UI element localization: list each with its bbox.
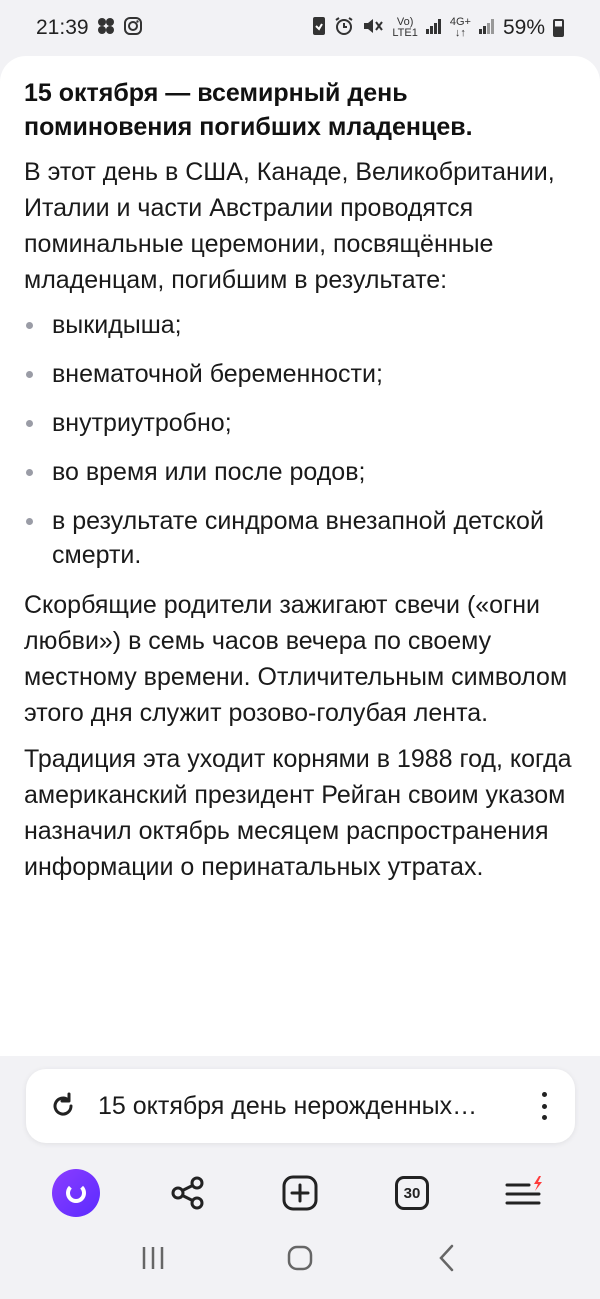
status-left [36, 16, 143, 41]
bullet-dot-icon [26, 469, 33, 476]
more-options-icon[interactable] [533, 1089, 555, 1123]
list-item-text: выкидыша; [52, 311, 182, 339]
mute-icon [362, 16, 384, 41]
status-bar [0, 0, 600, 56]
signal-1-icon [426, 18, 442, 39]
alice-assistant-button[interactable] [44, 1161, 108, 1225]
screenshot-icon [312, 16, 326, 41]
data-arrows: ↓↑ [454, 27, 466, 39]
list-item-text: во время или после родов; [52, 458, 366, 486]
share-icon [170, 1175, 206, 1211]
instagram-icon [123, 16, 143, 41]
article-headline: 15 октября — всемирный день поминовения погибших младенцев. [24, 79, 473, 141]
browser-bottom-panel [0, 1056, 600, 1299]
reload-icon[interactable] [48, 1091, 78, 1121]
bullet-dot-icon [26, 420, 33, 427]
list-item-text: в результате синдрома внезапной детской смерти. [52, 507, 544, 569]
list-item-text: внутриутробно; [52, 409, 232, 437]
tabs-button[interactable] [380, 1161, 444, 1225]
home-icon[interactable] [285, 1243, 315, 1273]
volte-indicator [392, 17, 417, 39]
bullet-dot-icon [26, 322, 33, 329]
article-paragraph-3: Традиция эта уходит корнями в 1988 год, когда американский президент Рейган своим указом назначил октябрь месяцем распространения информации о перинатальных утратах. [24, 745, 572, 881]
plus-square-icon [282, 1175, 318, 1211]
alice-icon [52, 1169, 100, 1217]
battery-percent: 59% [502, 16, 545, 39]
search-query-text[interactable]: 15 октября день нерожденных… [98, 1091, 478, 1120]
article-card[interactable] [0, 56, 600, 1056]
signal-2-icon [479, 18, 495, 39]
article-intro: В этот день в США, Канаде, Великобритании, Италии и части Австралии проводятся поминальные церемонии, посвящённые младенцам, погибшим в результате: [24, 158, 555, 294]
battery-icon [553, 19, 564, 37]
status-right [312, 16, 564, 41]
gen-label: 4G+ [449, 16, 471, 28]
lte-label: LTE1 [392, 27, 418, 39]
browser-toolbar [0, 1161, 600, 1225]
search-query-bar[interactable] [26, 1069, 575, 1143]
new-tab-button[interactable] [268, 1161, 332, 1225]
article-paragraph-2: Скорбящие родители зажигают свечи («огни любви») в семь часов вечера по своему местному времени. Отличительным символом этого дня служит розово-голубая лента. [24, 591, 568, 727]
list-item [24, 357, 576, 391]
clock: 21:39 [36, 16, 89, 39]
menu-button[interactable] [492, 1161, 556, 1225]
system-nav-bar [0, 1228, 600, 1288]
list-item [24, 406, 576, 440]
apps-cluster-icon [97, 17, 115, 40]
volte-label: Vo) [396, 16, 414, 28]
list-item [24, 504, 576, 572]
back-icon[interactable] [432, 1243, 462, 1273]
menu-icon [503, 1175, 545, 1211]
bullet-dot-icon [26, 371, 33, 378]
share-button[interactable] [156, 1161, 220, 1225]
bullet-list [24, 308, 576, 572]
list-item [24, 455, 576, 489]
bullet-dot-icon [26, 518, 33, 525]
list-item-text: внематочной беременности; [52, 360, 383, 388]
network-gen-indicator [450, 17, 471, 39]
list-item [24, 308, 576, 342]
alarm-icon [334, 16, 354, 41]
recent-apps-icon[interactable] [138, 1243, 168, 1273]
tabs-count-badge: 30 [395, 1176, 429, 1210]
